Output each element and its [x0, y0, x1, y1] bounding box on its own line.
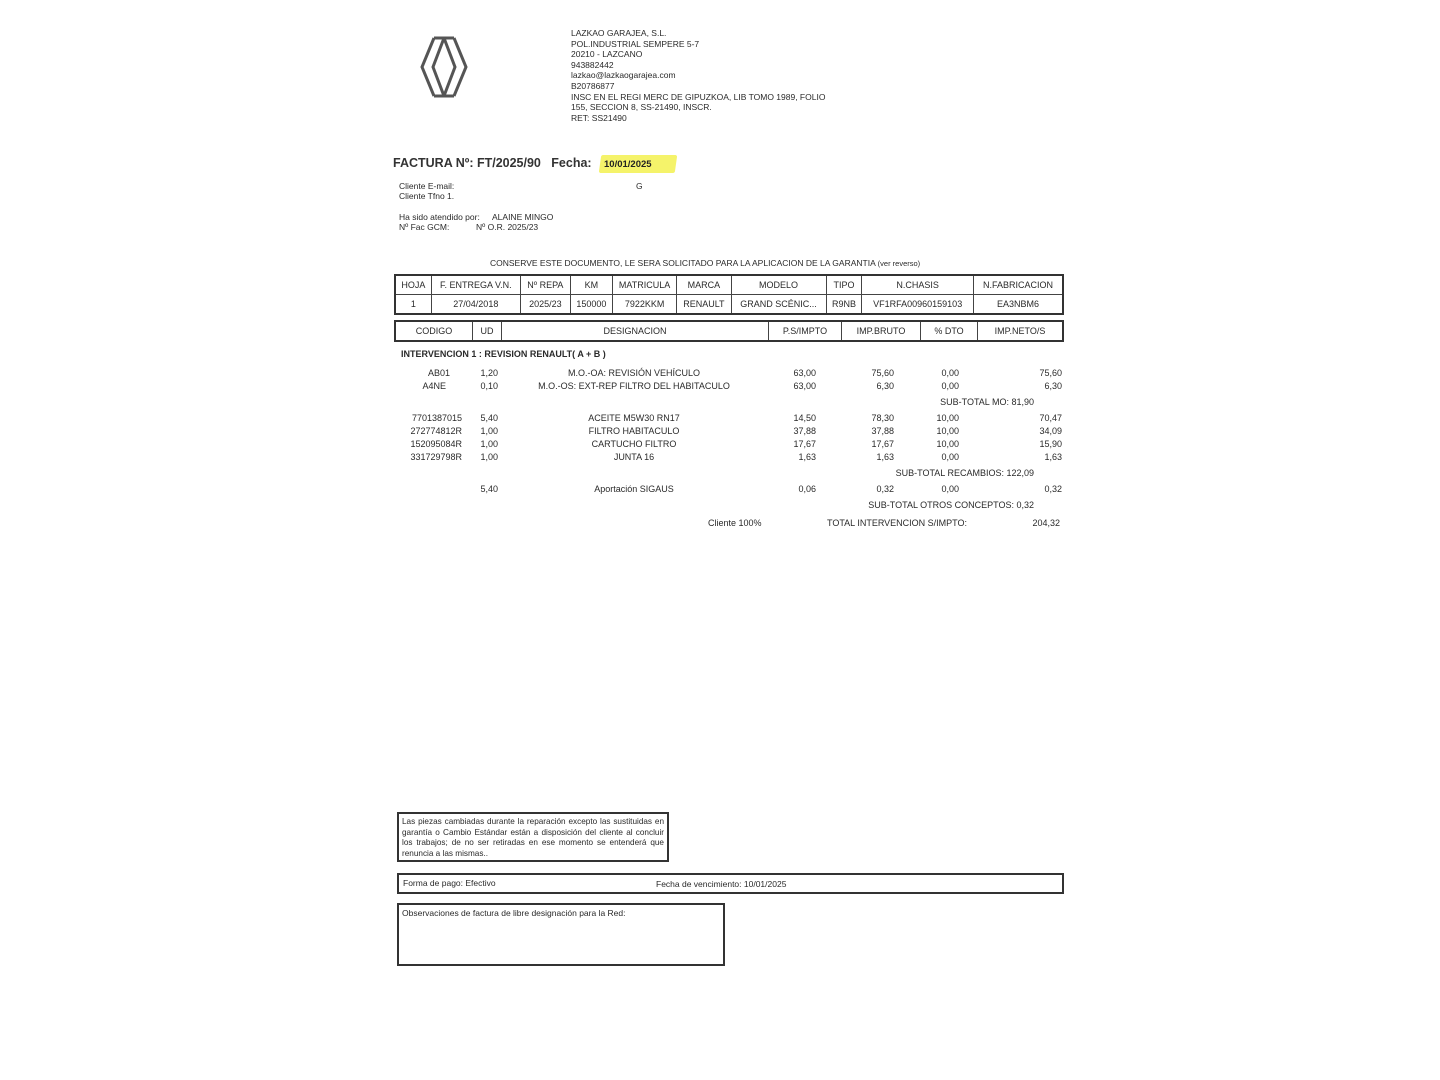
- item-code: 152095084R: [410, 439, 462, 449]
- item-bruto: 37,88: [871, 426, 894, 436]
- company-line: lazkao@lazkaogarajea.com: [571, 70, 676, 81]
- cell-tipo: R9NB: [826, 295, 862, 315]
- company-line: POL.INDUSTRIAL SEMPERE 5-7: [571, 38, 700, 49]
- item-bruto: 78,30: [871, 413, 894, 423]
- item-bruto: 0,32: [876, 484, 894, 494]
- subtotal-recambios: SUB-TOTAL RECAMBIOS: 122,09: [895, 468, 1034, 478]
- company-line: 155, SECCION 8, SS-21490, INSCR.: [571, 102, 712, 113]
- cell-repa: 2025/23: [520, 295, 570, 315]
- client-email-label: Cliente E-mail:: [399, 181, 455, 191]
- item-ud: 1,20: [480, 368, 498, 378]
- cell-matricula: 7922KKM: [612, 295, 676, 315]
- item-ud: 1,00: [480, 452, 498, 462]
- cell-fabricacion: EA3NBM6: [973, 295, 1063, 315]
- items-header-table: [394, 320, 1064, 342]
- item-ud: 1,00: [480, 426, 498, 436]
- header-designacion: DESIGNACION: [502, 321, 769, 341]
- item-designation: M.O.-OA: REVISIÓN VEHÍCULO: [567, 368, 701, 378]
- item-ud: 1,00: [480, 439, 498, 449]
- item-neto: 15,90: [1039, 439, 1062, 449]
- observations-label: Observaciones de factura de libre designación para la Red:: [402, 908, 626, 918]
- item-dto: 0,00: [941, 484, 959, 494]
- warranty-notice-text: CONSERVE ESTE DOCUMENTO, LE SERA SOLICITADO PARA LA APLICACION DE LA GARANTIA: [490, 258, 876, 268]
- company-line: B20786877: [571, 80, 615, 91]
- cell-marca: RENAULT: [677, 295, 731, 315]
- item-designation: ACEITE M5W30 RN17: [588, 413, 680, 423]
- item-ps: 17,67: [793, 439, 816, 449]
- item-ps: 37,88: [793, 426, 816, 436]
- item-dto: 10,00: [936, 426, 959, 436]
- header-ud: UD: [473, 321, 502, 341]
- company-line: LAZKAO GARAJEA, S.L.: [571, 28, 667, 38]
- item-neto: 0,32: [1044, 484, 1062, 494]
- company-line: 943882442: [571, 59, 614, 70]
- header-cell: MARCA: [677, 275, 731, 295]
- invoice-date: 10/01/2025: [604, 159, 652, 170]
- item-ps: 1,63: [798, 452, 816, 462]
- header-cell: HOJA: [395, 275, 431, 295]
- item-designation: M.O.-OS: EXT-REP FILTRO DEL HABITACULO: [538, 381, 730, 391]
- item-neto: 34,09: [1039, 426, 1062, 436]
- vehicle-table: [394, 274, 1064, 315]
- header-codigo: CODIGO: [395, 321, 473, 341]
- header-imp-neto: IMP.NETO/S: [978, 321, 1064, 341]
- item-bruto: 6,30: [876, 381, 894, 391]
- client-email-value: G: [636, 181, 643, 191]
- or-number: Nº O.R. 2025/23: [476, 222, 539, 232]
- client-percentage: Cliente 100%: [708, 518, 762, 528]
- item-designation: JUNTA 16: [613, 452, 655, 462]
- invoice-title: FACTURA Nº: FT/2025/90 Fecha:: [393, 156, 592, 170]
- company-line: RET: SS21490: [571, 112, 627, 123]
- item-designation: CARTUCHO FILTRO: [591, 439, 677, 449]
- item-dto: 0,00: [941, 368, 959, 378]
- intervention-title: INTERVENCION 1 : REVISION RENAULT( A + B ): [401, 349, 606, 359]
- payment-method: Forma de pago: Efectivo: [403, 878, 496, 888]
- fac-gcm-label: Nº Fac GCM:: [399, 222, 450, 232]
- company-line: INSC EN EL REGI MERC DE GIPUZKOA, LIB TOMO 1989, FOLIO: [571, 91, 826, 102]
- header-cell: MATRICULA: [612, 275, 676, 295]
- item-designation: FILTRO HABITACULO: [588, 426, 680, 436]
- item-dto: 10,00: [936, 413, 959, 423]
- item-ud: 5,40: [480, 484, 498, 494]
- cell-entrega: 27/04/2018: [431, 295, 520, 315]
- item-dto: 0,00: [941, 452, 959, 462]
- company-info: [571, 28, 825, 123]
- cell-chasis: VF1RFA00960159103: [862, 295, 974, 315]
- total-value: 204,32: [1032, 518, 1060, 528]
- item-neto: 70,47: [1039, 413, 1062, 423]
- attended-label: Ha sido atendido por:: [399, 212, 480, 222]
- client-phone-label: Cliente Tfno 1.: [399, 191, 455, 201]
- item-code: 7701387015: [411, 413, 462, 423]
- item-designation: Aportación SIGAUS: [594, 484, 674, 494]
- cell-modelo: GRAND SCÉNIC...: [731, 295, 826, 315]
- item-code: AB01: [427, 368, 450, 378]
- item-code: A4NE: [422, 381, 446, 391]
- item-bruto: 17,67: [871, 439, 894, 449]
- item-bruto: 75,60: [871, 368, 894, 378]
- payment-due-date: Fecha de vencimiento: 10/01/2025: [656, 879, 787, 889]
- header-cell: TIPO: [826, 275, 862, 295]
- subtotal-mo: SUB-TOTAL MO: 81,90: [940, 397, 1034, 407]
- subtotal-otros: SUB-TOTAL OTROS CONCEPTOS: 0,32: [868, 500, 1034, 510]
- item-ud: 5,40: [480, 413, 498, 423]
- item-code: 331729798R: [410, 452, 462, 462]
- item-neto: 6,30: [1044, 381, 1062, 391]
- total-label: TOTAL INTERVENCION S/IMPTO:: [827, 518, 968, 528]
- item-dto: 10,00: [936, 439, 959, 449]
- item-bruto: 1,63: [876, 452, 894, 462]
- item-neto: 1,63: [1044, 452, 1062, 462]
- warranty-notice-small: (ver reverso): [877, 259, 921, 268]
- parts-notice-text: Las piezas cambiadas durante la reparación excepto las sustituidas en garantía o Cambio Estándar están a disposición del cliente al concluir los trabajos; de no ser retiradas en ese momento se entenderá que renuncia a las mismas..: [402, 817, 664, 858]
- header-dto: % DTO: [921, 321, 978, 341]
- header-cell: F. ENTREGA V.N.: [431, 275, 520, 295]
- attended-value: ALAINE MINGO: [492, 212, 554, 222]
- item-dto: 0,00: [941, 381, 959, 391]
- header-imp-bruto: IMP.BRUTO: [842, 321, 921, 341]
- parts-notice-box: [397, 812, 669, 862]
- company-line: 20210 - LAZCANO: [571, 49, 643, 60]
- item-ud: 0,10: [480, 381, 498, 391]
- renault-logo: [420, 36, 468, 98]
- vehicle-table-header: [395, 275, 1063, 295]
- header-cell: Nº REPA: [520, 275, 570, 295]
- cell-hoja: 1: [395, 295, 431, 315]
- item-ps: 0,06: [798, 484, 816, 494]
- warranty-notice: [490, 258, 920, 268]
- header-cell: N.FABRICACION: [973, 275, 1063, 295]
- header-cell: KM: [570, 275, 612, 295]
- cell-km: 150000: [570, 295, 612, 315]
- vehicle-table-row: [395, 295, 1063, 315]
- observations-box: [397, 903, 725, 966]
- item-ps: 14,50: [793, 413, 816, 423]
- header-cell: N.CHASIS: [862, 275, 974, 295]
- item-neto: 75,60: [1039, 368, 1062, 378]
- header-ps-impto: P.S/IMPTO: [769, 321, 842, 341]
- header-cell: MODELO: [731, 275, 826, 295]
- payment-box: [397, 873, 1064, 894]
- item-ps: 63,00: [793, 381, 816, 391]
- item-code: 272774812R: [410, 426, 462, 436]
- item-ps: 63,00: [793, 368, 816, 378]
